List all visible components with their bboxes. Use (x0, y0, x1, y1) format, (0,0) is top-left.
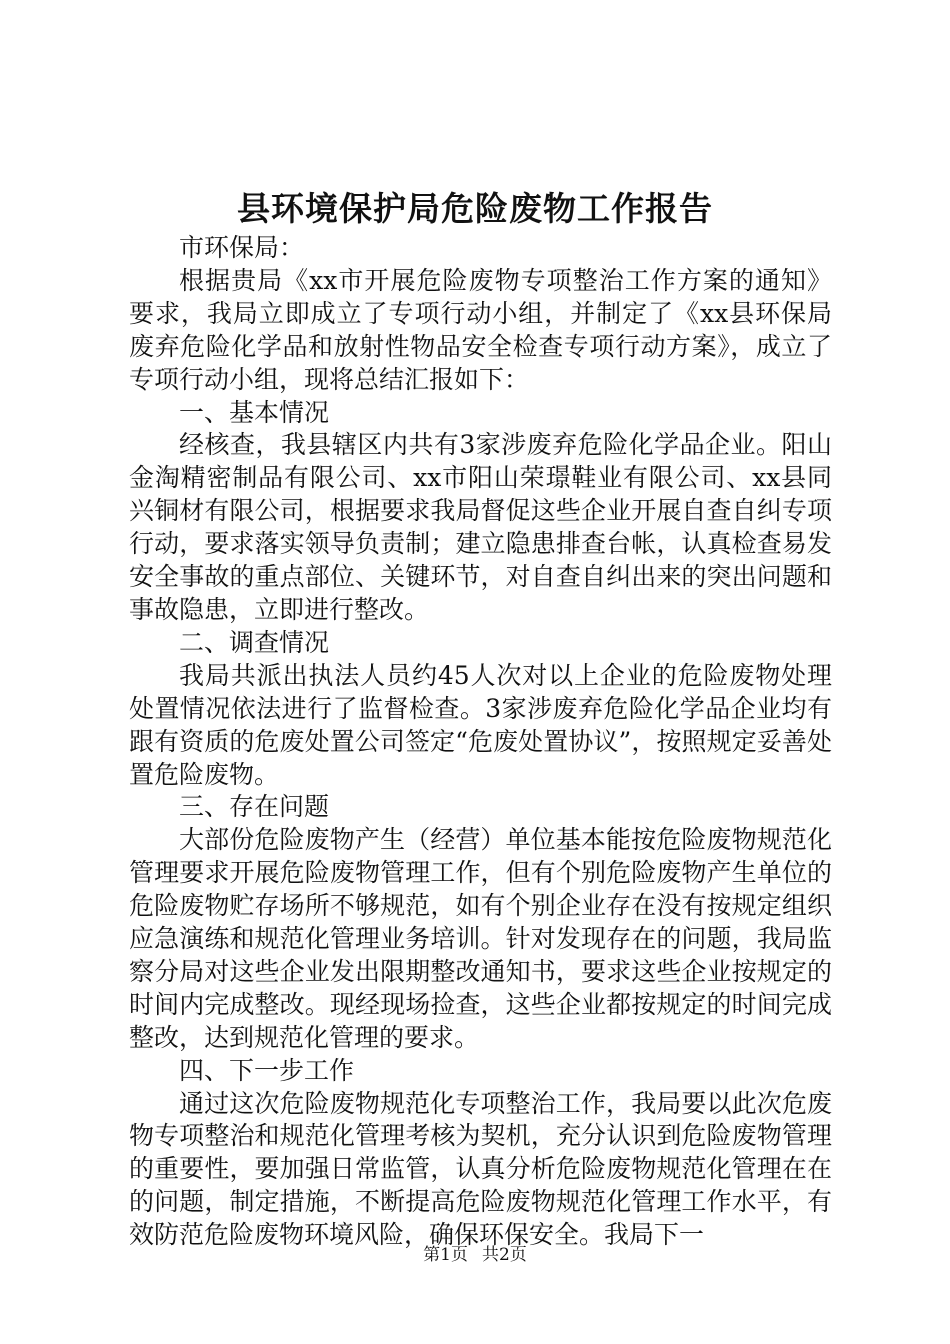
salutation: 市环保局： (179, 233, 305, 262)
paragraph-intro: 根据贵局《xx市开展危险废物专项整治工作方案的通知》要求，我局立即成立了专项行动小组，并制定了《xx县环保局废弃危险化学品和放射性物品安全检查专项行动方案》，成立了专项行动小组，现将总结汇报如下： (129, 265, 832, 394)
page-footer (0, 1243, 950, 1267)
section-heading-investigation: 二、调查情况 (179, 627, 330, 657)
section-heading-next-steps: 四、下一步工作 (179, 1055, 355, 1085)
section-heading-basic: 一、基本情况 (179, 397, 330, 427)
paragraph-investigation: 我局共派出执法人员约45人次对以上企业的危险废物处理处置情况依法进行了监督检查。3家涉废弃危险化学品企业均有跟有资质的危废处置公司签定“危废处置协议”，按照规定妥善处置危险废物。 (129, 660, 832, 789)
page-total: 共2页 (482, 1245, 527, 1265)
paragraph-next-steps: 通过这次危险废物规范化专项整治工作，我局要以此次危废物专项整治和规范化管理考核为契机，充分认识到危险废物管理的重要性，要加强日常监管，认真分析危险废物规范化管理在在的问题，制定措施，不断提高危险废物规范化管理工作水平，有效防范危险废物环境风险，确保环保安全。我局下一 (129, 1088, 832, 1250)
page-number: 第1页 (423, 1245, 468, 1265)
section-heading-problems: 三、存在问题 (179, 792, 330, 822)
document-body (129, 232, 832, 1252)
document-title: 县环境保护局危险废物工作报告 (237, 189, 713, 228)
paragraph-basic: 经核查，我县辖区内共有3家涉废弃危险化学品企业。阳山金淘精密制品有限公司、xx市阳山荣璟鞋业有限公司、xx县同兴铜材有限公司，根据要求我局督促这些企业开展自查自纠专项行动，要求落实领导负责制；建立隐患排查台帐，认真检查易发安全事故的重点部位、关键环节，对自查自纠出来的突出问题和事故隐患，立即进行整改。 (129, 430, 832, 624)
paragraph-problems: 大部份危险废物产生（经营）单位基本能按危险废物规范化管理要求开展危险废物管理工作，但有个别危险废物产生单位的危险废物贮存场所不够规范，如有个别企业存在没有按规定组织应急演练和规范化管理业务培训。针对发现存在的问题，我局监察分局对这些企业发出限期整改通知书，要求这些企业按规定的时间内完成整改。现经现场捡查，这些企业都按规定的时间完成整改，达到规范化管理的要求。 (129, 825, 832, 1052)
